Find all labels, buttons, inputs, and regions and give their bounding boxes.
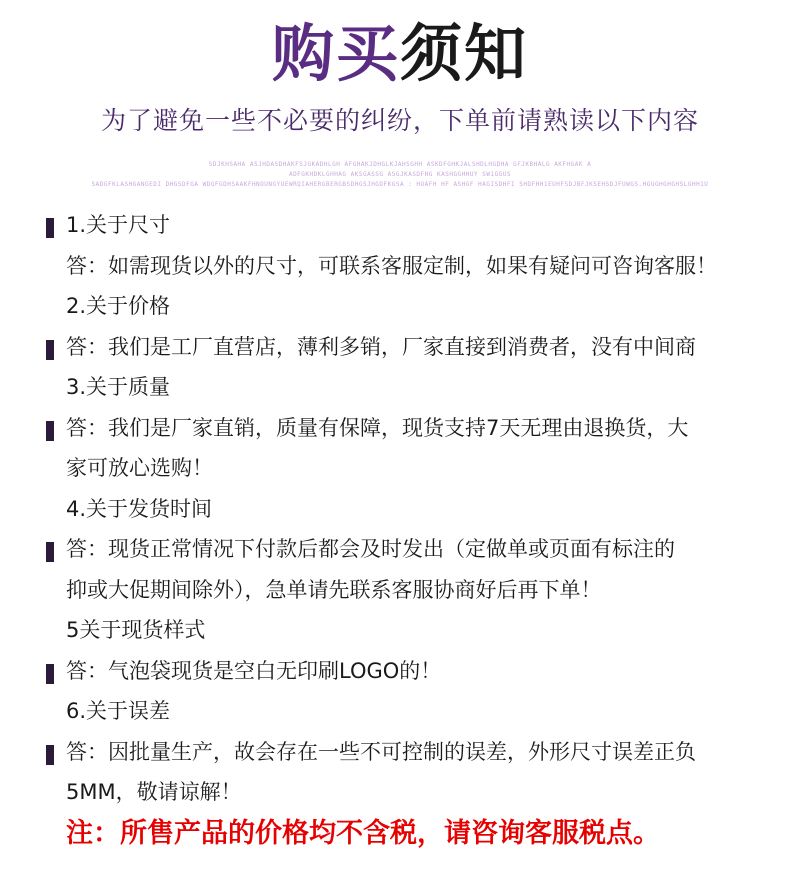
faq-line-text: 5MM，敬请谅解！: [66, 780, 242, 804]
tax-notice: 注：所售产品的价格均不含税，请咨询客服税点。: [66, 818, 660, 849]
faq-line-text: 答：现货正常情况下付款后都会及时发出（定做单或页面有标注的: [66, 537, 675, 561]
decorative-text-line: ADFGKHDKLGHHAG AKSGASSG ASGJKASDFHG KASHGGHHUY SW1GGUS: [288, 171, 512, 178]
bullet-bar-icon: [46, 542, 54, 562]
decorative-text-line: SDJKHSAHA ASJHDASDHAKFSJGKADHLGH AFGHAKJDHGLKJAHSGHH ASKDFGHKJALSHDLHGDHA GFJKBHALG AKFHGAK A: [208, 161, 592, 168]
subtitle: 为了避免一些不必要的纠纷，下单前请熟读以下内容: [100, 106, 699, 135]
faq-line-text: 答：我们是厂家直销，质量有保障，现货支持7天无理由退换货，大: [66, 415, 689, 440]
faq-line-text: 家可放心选购！: [66, 456, 213, 480]
page-title: [0, 18, 800, 90]
faq-heading-line: [46, 610, 776, 651]
bullet-bar-icon: [46, 421, 54, 441]
faq-answer-line: [46, 570, 776, 611]
faq-line-text: 答：我们是工厂直营店，薄利多销，厂家直接到消费者，没有中间商: [66, 334, 696, 359]
bullet-bar-icon: [46, 745, 54, 765]
faq-answer-line: [46, 448, 776, 489]
faq-line-text: 4.关于发货时间: [66, 496, 213, 521]
faq-line-text: 抑或大促期间除外），急单请先联系客服协商好后再下单！: [66, 577, 602, 602]
faq-answer-line: [46, 772, 776, 813]
faq-heading-line: [46, 205, 776, 246]
faq-heading-line: [46, 691, 776, 732]
faq-line-text: 答：因批量生产，故会存在一些不可控制的误差，外形尺寸误差正负: [66, 739, 696, 764]
title-part-1: 购买: [271, 17, 400, 90]
faq-heading-line: [46, 489, 776, 530]
faq-answer-line: [46, 651, 776, 692]
faq-line-text: 5关于现货样式: [66, 618, 206, 642]
faq-answer-line: [46, 327, 776, 368]
faq-list: [46, 205, 776, 813]
faq-line-text: 6.关于误差: [66, 699, 171, 723]
faq-answer-line: [46, 246, 776, 287]
bullet-bar-icon: [46, 664, 54, 684]
decorative-text-line: SADGFKLASHGANGEDI DHGSDFGA WDGFGDHSAAKFHNOUNGYUEWRQIAHERGBERGBSDHGSJHGDFKGSA : HOAFH HF ASHGF HAGISDHFI SHDFHH1EUHFSDJBFJKSEHSDJFUWGS.HGUGHGHGHSLGHH1U: [91, 181, 709, 188]
bullet-bar-icon: [46, 340, 54, 360]
faq-line-text: 1.关于尺寸: [66, 213, 171, 237]
faq-line-text: 答：如需现货以外的尺寸，可联系客服定制，如果有疑问可咨询客服！: [66, 253, 717, 278]
faq-answer-line: [46, 732, 776, 773]
faq-line-text: 答：气泡袋现货是空白无印刷LOGO的！: [66, 658, 442, 683]
faq-answer-line: [46, 408, 776, 449]
title-part-2: 须知: [400, 17, 529, 90]
faq-line-text: 3.关于质量: [66, 375, 171, 399]
faq-line-text: 2.关于价格: [66, 294, 171, 318]
bullet-bar-icon: [46, 218, 54, 238]
faq-answer-line: [46, 529, 776, 570]
faq-heading-line: [46, 367, 776, 408]
faq-heading-line: [46, 286, 776, 327]
